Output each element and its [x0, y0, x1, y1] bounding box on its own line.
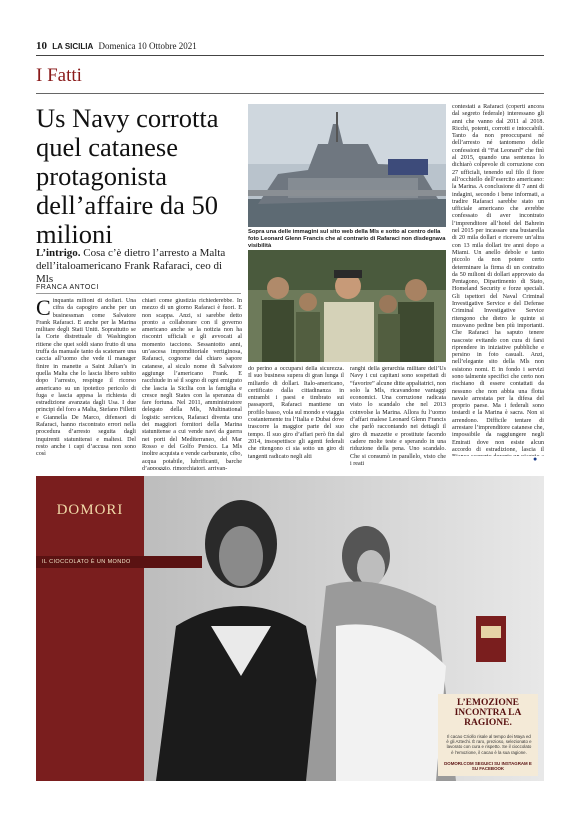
domori-logo: DOMORI [56, 502, 124, 518]
column-1-text: inquanta milioni di dollari. Una cifra da capogiro anche per un businessman come Salvatore Frank Rafaraci. E anche per la Marina militare degli Stati Uniti. Soprattutto se la Corte distrettuale di Washington ritiene che quei soldi siano frutto di una truffa da manuale tanto da scatenare una caccia all’uomo che vede il manager finire in manette a Saint Julian’s in quella Malta che lo lascia libero subito dopo l’arresto, respinge il ricorso americano su un ipotetico pericolo di fuga e lascia appesa la richiesta di estradizione avanzata dagli Usa. I due principi del foro a Malta, Stefano Filletti e Giannella De Marco, difensori di Rafaraci, hanno riscontrato errori nella procedura d’arresto seguita dagli inquirenti statunitensi e maltesi. Del resto anche i capi d’accusa non sono così [36, 298, 136, 458]
kicker-text: Cosa c’è dietro l’arresto a Malta dell’italoamericano Frank Rafaraci, ceo di Mls [36, 247, 226, 285]
article-column-4 [350, 366, 446, 470]
ad-box-title: L’EMOZIONE INCONTRA LA RAGIONE. [454, 698, 522, 728]
domori-advertisement [36, 476, 544, 781]
header-rule [36, 55, 544, 56]
article-headline: Us Navy corrotta quel catanese protagonista dell’affaire da 50 milioni [36, 103, 219, 249]
warship-photo [248, 104, 446, 227]
page-number: 10 [36, 40, 47, 52]
article-column-2 [142, 298, 242, 470]
article-column-5 [452, 104, 544, 456]
column-2-text: chiari come giustizia richiederebbe. In mezzo di un giorno Rafaraci è fuori. E non scappa. Anzi, si sarebbe detto pronto a collaborare con il governo americano anche se la notizia non ha riscontri ufficiali e gli avvocati al momento tacciono. Sessantotto anni, un’ascesa imprenditoriale vertiginosa, Rafaraci, cognome dal chiaro sapore catanese, al siculo nome di Salvatore aggiunge l’americano Frank. E racchiude in sé il sogno di ogni emigrato che lascia la Sicilia con la famiglia e cresce negli States con la speranza di fare fortuna. Nel 2011, amministratore delegato della Mls, Multinational logistic services, Rafaraci diventa uno dei maggiori fornitori della Marina statunitense a cui vende navi da guerra nei porti del Mediterraneo, del Mar Rosso e del Golfo Persico. La Mls inoltre acquista e vende carburante, cibo, acqua potabile, lubrificanti, barche d’appoggio, rimorchiatori, arrivan- [142, 298, 242, 470]
issue-date: Domenica 10 Ottobre 2021 [98, 41, 197, 51]
kicker-label: L’intrigo. [36, 247, 81, 259]
page-header [36, 40, 197, 52]
ad-slogan-strip: IL CIOCCOLATO È UN MONDO [36, 556, 202, 568]
group-photo [248, 250, 446, 362]
ad-box-footer: DOMORI.COM SEGUICI SU INSTAGRAM E SU FACEBOOK [444, 761, 532, 772]
article-column-3 [248, 366, 344, 470]
ad-box-body: Il cacao Criollo risale al tempo dei Maya ed è gli Aztechi. È raro, prezioso, selezionato e lavorato con cura e rispetto. Se il cioccolato è l’emozione, il cacao è la sua ragione. [446, 734, 532, 755]
section-title: I Fatti [36, 65, 82, 86]
byline-rule [36, 293, 241, 294]
byline: FRANCA ANTOCI [36, 284, 99, 291]
column-4-text: ranghi della gerarchia militare dell’Us Navy i cui capitani sono sospettati di “favorire” alcune ditte appaltatrici, non solo la Mls, ricavandone vantaggi economici. Una corruzione radicata visto lo scandalo che nel 2013 coinvolse la Marina. Allora fu l’uomo d’affari malese Leonard Glenn Francis che parlò raccontando nei dettagli il giro di mazzette e prostitute facendo cadere molte teste e sperando in una riduzione della pena. Uno scandalo. Che si consumò in parallelo, visto che i reati [350, 366, 446, 467]
section-rule [36, 93, 544, 94]
article-column-1 [36, 298, 136, 470]
end-mark: ● [533, 455, 538, 463]
column-5-text: contestati a Rafaraci (coperti ancora dal segreto federale) interessano gli anni che vanno dal 2011 al 2018. Ricchi, potenti, corrotti e intoccabili. Tanto da non preoccuparsi né dell’arresto né tantomeno delle confessioni di “Fat Leonard” che finì al 2015, quando una sentenza lo dichiarò colpevole di corruzione con 27 ufficiali, tenendo sul filo il fiore all’occhiello dell’esercito americano: la Marina. A conclusione di 7 anni di indagini, secondo i bene informati, a tradire Rafaraci sarebbe stato un ufficiale americano che avrebbe confessato di aver incontrato l’imprenditore all’hotel del Bahrein nel 2015 per incassare una bustarella di 20 mila dollari e ricevere un’altra con 13 mila dollari tre anni dopo a Miami. Un anello debole e tanto piccolo da non potere certo determinare la firma di un contratto da 50 milioni di dollari approvato da Pentagono, Dipartimento di Stato, Homeland Security e forze speciali. Gli ispettori del Naval Criminal Investigative Service e del Defense Criminal Investigative Service ritengono che dietro le quinte si muovano pedine ben più importanti. Che Rafaraci ha saputo tenere nascoste evitando con cura di farsi riprendere in iniziative pubbliche e persino in foto casuali. Anzi, nell’elegante sito della Mls non esistono nomi. E in fondo i servizi sono talmente specifici che certo non rischiano di essere contattati da nessuno che non abbia una flotta navale arrestata per la difesa del proprio paese. Ma i federali sono testardi e la Marina è sacra. Non si arrendono. Difficile tentare di arrestare l’imprenditore catanese che, impossibile da raggiungere negli Emirati dove non esiste alcun accordo di estradizione, lascia il [452, 104, 544, 453]
column-3-text: do perino a occuparsi della sicurezza. Il suo business supera di gran lunga il miliardo di dollari. Italo-americano, certificato dalla cittadinanza in entrambi i paesi e timbrato sui passaporti, Rafaraci mantiene un profilo basso, vola sul mondo e viaggia costantemente tra l’Italia e Dubai dove trascorre la maggior parte del suo tempo. Il suo giro d’affari però fin dal 2014, insospettisce gli agenti federali che ritengono ci sia sotto un giro di tangenti radicato negli alti [248, 366, 344, 460]
photo-caption: Sopra una delle immagini sul sito web della Mls e sotto al centro della foto Leonard Glenn Francis che al contrario di Rafaraci non disdegnava visibilità [248, 229, 446, 249]
article-kicker [36, 247, 241, 286]
drop-cap: C [36, 298, 51, 320]
newspaper-name: LA SICILIA [52, 42, 94, 51]
